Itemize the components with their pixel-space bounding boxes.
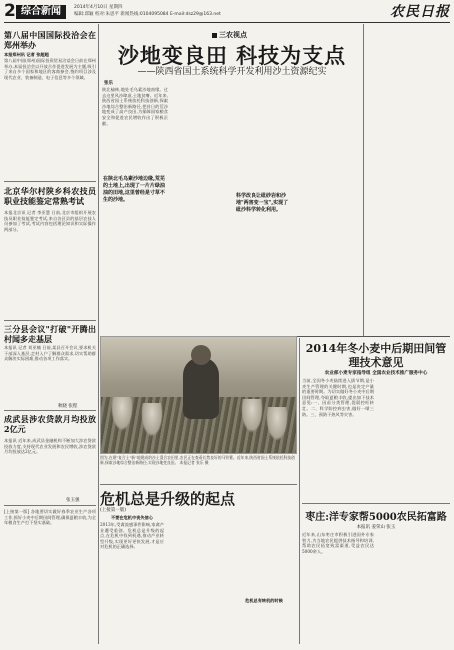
page-number: 2 (4, 1, 16, 21)
left-article-2-body: 本报北京讯 记者 李亚慧 日前,北京市组织开展农技员职业技能鉴定考试,来自各区县的基层农技人员参加了考试,考试内容包括理论知识和实际操作两部分。 (4, 210, 96, 232)
lead-headline: 沙地变良田 科技为支点 (117, 43, 347, 68)
lead-body-col-1: 陕北榆林,地处毛乌素沙地南缘。过去这里风沙肆虐,土地贫瘠。近年来,陕西省国土系统依托科技创新,探索沙地综合整治新路径,把昔日的荒沙地变成了高产良田,为保障国家粮食安全和促进农民增收作出了积极贡献。 (102, 87, 168, 126)
pull-quote-1: 在陕北毛乌素沙地边缘,荒芜的土地上,出现了一片片绿油油的田地,这里曾经是寸草不生的沙地。 (103, 176, 165, 203)
wheat-headline: 2014年冬小麦中后期田间管理技术意见 (305, 342, 447, 369)
left-article-3-byline: 秋晓 张程 (58, 404, 78, 409)
left-article-4-byline: 张玉强 (66, 498, 80, 503)
left-article-3-title: 三分县会议"打破"开腾出村闻多走基层 (4, 324, 96, 344)
section-tag: 三农视点 (212, 30, 247, 40)
divider (4, 320, 96, 321)
lead-body-col-1b (102, 220, 168, 330)
zaozhuang-body-col-2 (377, 532, 450, 644)
crisis-body-col-1: 2013年,受禽流感事件影响,家禽产业遭受重创。危机总是升级的起点,在危机中找到机遇,推动产业转型升级,实现更好更快发展,才是应对危机的正确选择。 (100, 522, 164, 550)
crisis-headline: 危机总是升级的起点 (100, 490, 236, 508)
zaozhuang-headline: 枣庄:洋专家帮5000农民拓富路 (305, 512, 447, 523)
lead-body-col-3b (233, 226, 293, 334)
crisis-subhead-1: 不要在危机中丧失信心 (111, 515, 153, 520)
date-line: 2014年4月10日 星期四 (74, 5, 123, 10)
page-header (4, 3, 450, 21)
divider (302, 503, 450, 504)
zaozhuang-byline: 本报讯 姜荣山 张玉 (356, 525, 396, 530)
divider (4, 505, 96, 506)
pull-quote-2: 科学改良让砒砂岩和沙地"两害变一宝",实现了砒沙科学转化利用。 (236, 193, 289, 213)
square-icon (212, 33, 217, 38)
editor-line: 编辑:邱颖 校对:朱思平 新闻热线:0104095084 E-mail:dsz29@163.net (74, 12, 221, 17)
crisis-subhead-2: 危机总有转机的时候 (245, 598, 283, 603)
masthead: 农民日报 (390, 4, 450, 20)
left-article-1-body: 第八届中国(郑州)国际投资贸易洽谈会日前在郑州举办,本届投洽会以开放合作促进发展为主题,吸引了来自多个国家和地区的客商参会,签约项目涉及现代农业、装备制造、电子信息等多个领域。 (4, 58, 96, 80)
lead-subheadline: ——陕西省国土系统科学开发利用沙土资源纪实 (137, 67, 327, 77)
section-title: 综合新闻 (16, 5, 66, 19)
left-article-4-body: 本报讯 近年来,成武县金融机构不断加大涉农贷款投放力度,支持现代农业发展和农民增收,涉农贷款月均投放达2亿元。 (4, 438, 96, 455)
left-article-2-title: 北京华尔村陕乡科农技员职业技能鉴定常熟考试 (4, 186, 96, 206)
crisis-body-col-2 (166, 515, 230, 644)
divider (4, 181, 96, 182)
column-divider (363, 24, 364, 336)
left-article-3-body: 本报讯 记者 刘亚楠 日前,某县召开会议,要求机关干部深入基层,走村入户了解群众需求,切实帮助群众解决实际困难,推动各项工作落实。 (4, 345, 96, 362)
right-top-body (367, 28, 450, 334)
wheat-body-col-2 (377, 378, 450, 500)
left-article-1-title: 第八届中国国际投洽会在郑州举办 (4, 30, 96, 50)
lead-body-col-3 (233, 80, 293, 190)
zaozhuang-body-col-1: 近年来,山东枣庄市积极引进国外专家智力,为当地农民提供技术指导和培训,帮助农民拓宽致富渠道,受益农民达5000余人。 (302, 532, 374, 554)
photo-caption: 图为,在建"复合土"新"地建成的沙土混合农田里,农民正在查看长势良好的马铃薯。近年来,陕西省国土系统依托科技创新,探索沙地综合整治新路径,实现沙地变良田。 本报记者 张乐 摄 (100, 455, 295, 465)
left-article-4-title: 成武县涉农贷款月均投放2亿元 (4, 414, 96, 434)
column-divider (299, 338, 300, 644)
header-rule (4, 22, 450, 23)
lead-byline: 张乐 (104, 81, 113, 86)
news-photo (100, 336, 297, 454)
wheat-subheadline: 农业部小麦专家指导组 全国农业技术推广服务中心 (324, 371, 428, 376)
column-divider (98, 24, 99, 644)
divider (100, 484, 297, 485)
lead-body-col-4 (296, 80, 360, 334)
lead-body-col-2 (170, 80, 230, 334)
divider (4, 410, 96, 411)
crisis-body-col-3 (232, 515, 296, 644)
left-article-5-body: [上接第一版] 各地要切实做好春季农业生产各项工作,抓好小麦中后期田间管理,确保夏粮丰收,为全年粮食生产打下坚实基础。 (4, 509, 96, 526)
left-article-1-byline: 本报郑州讯 记者 张超超 (4, 52, 49, 57)
crisis-author: (上接第一版) (100, 508, 127, 513)
wheat-body-col-1: 当前,全国冬小麦陆续进入拔节期,是小麦生产管理的关键时期,也是决定产量的重要时期。为切实做好冬小麦中后期田间管理,夺取夏粮丰收,提出如下技术意见:一、因苗分类管理,促弱控旺转壮。二、科学防控病虫害,做好一喷三防。三、预防干热风等灾害。 (302, 378, 374, 417)
